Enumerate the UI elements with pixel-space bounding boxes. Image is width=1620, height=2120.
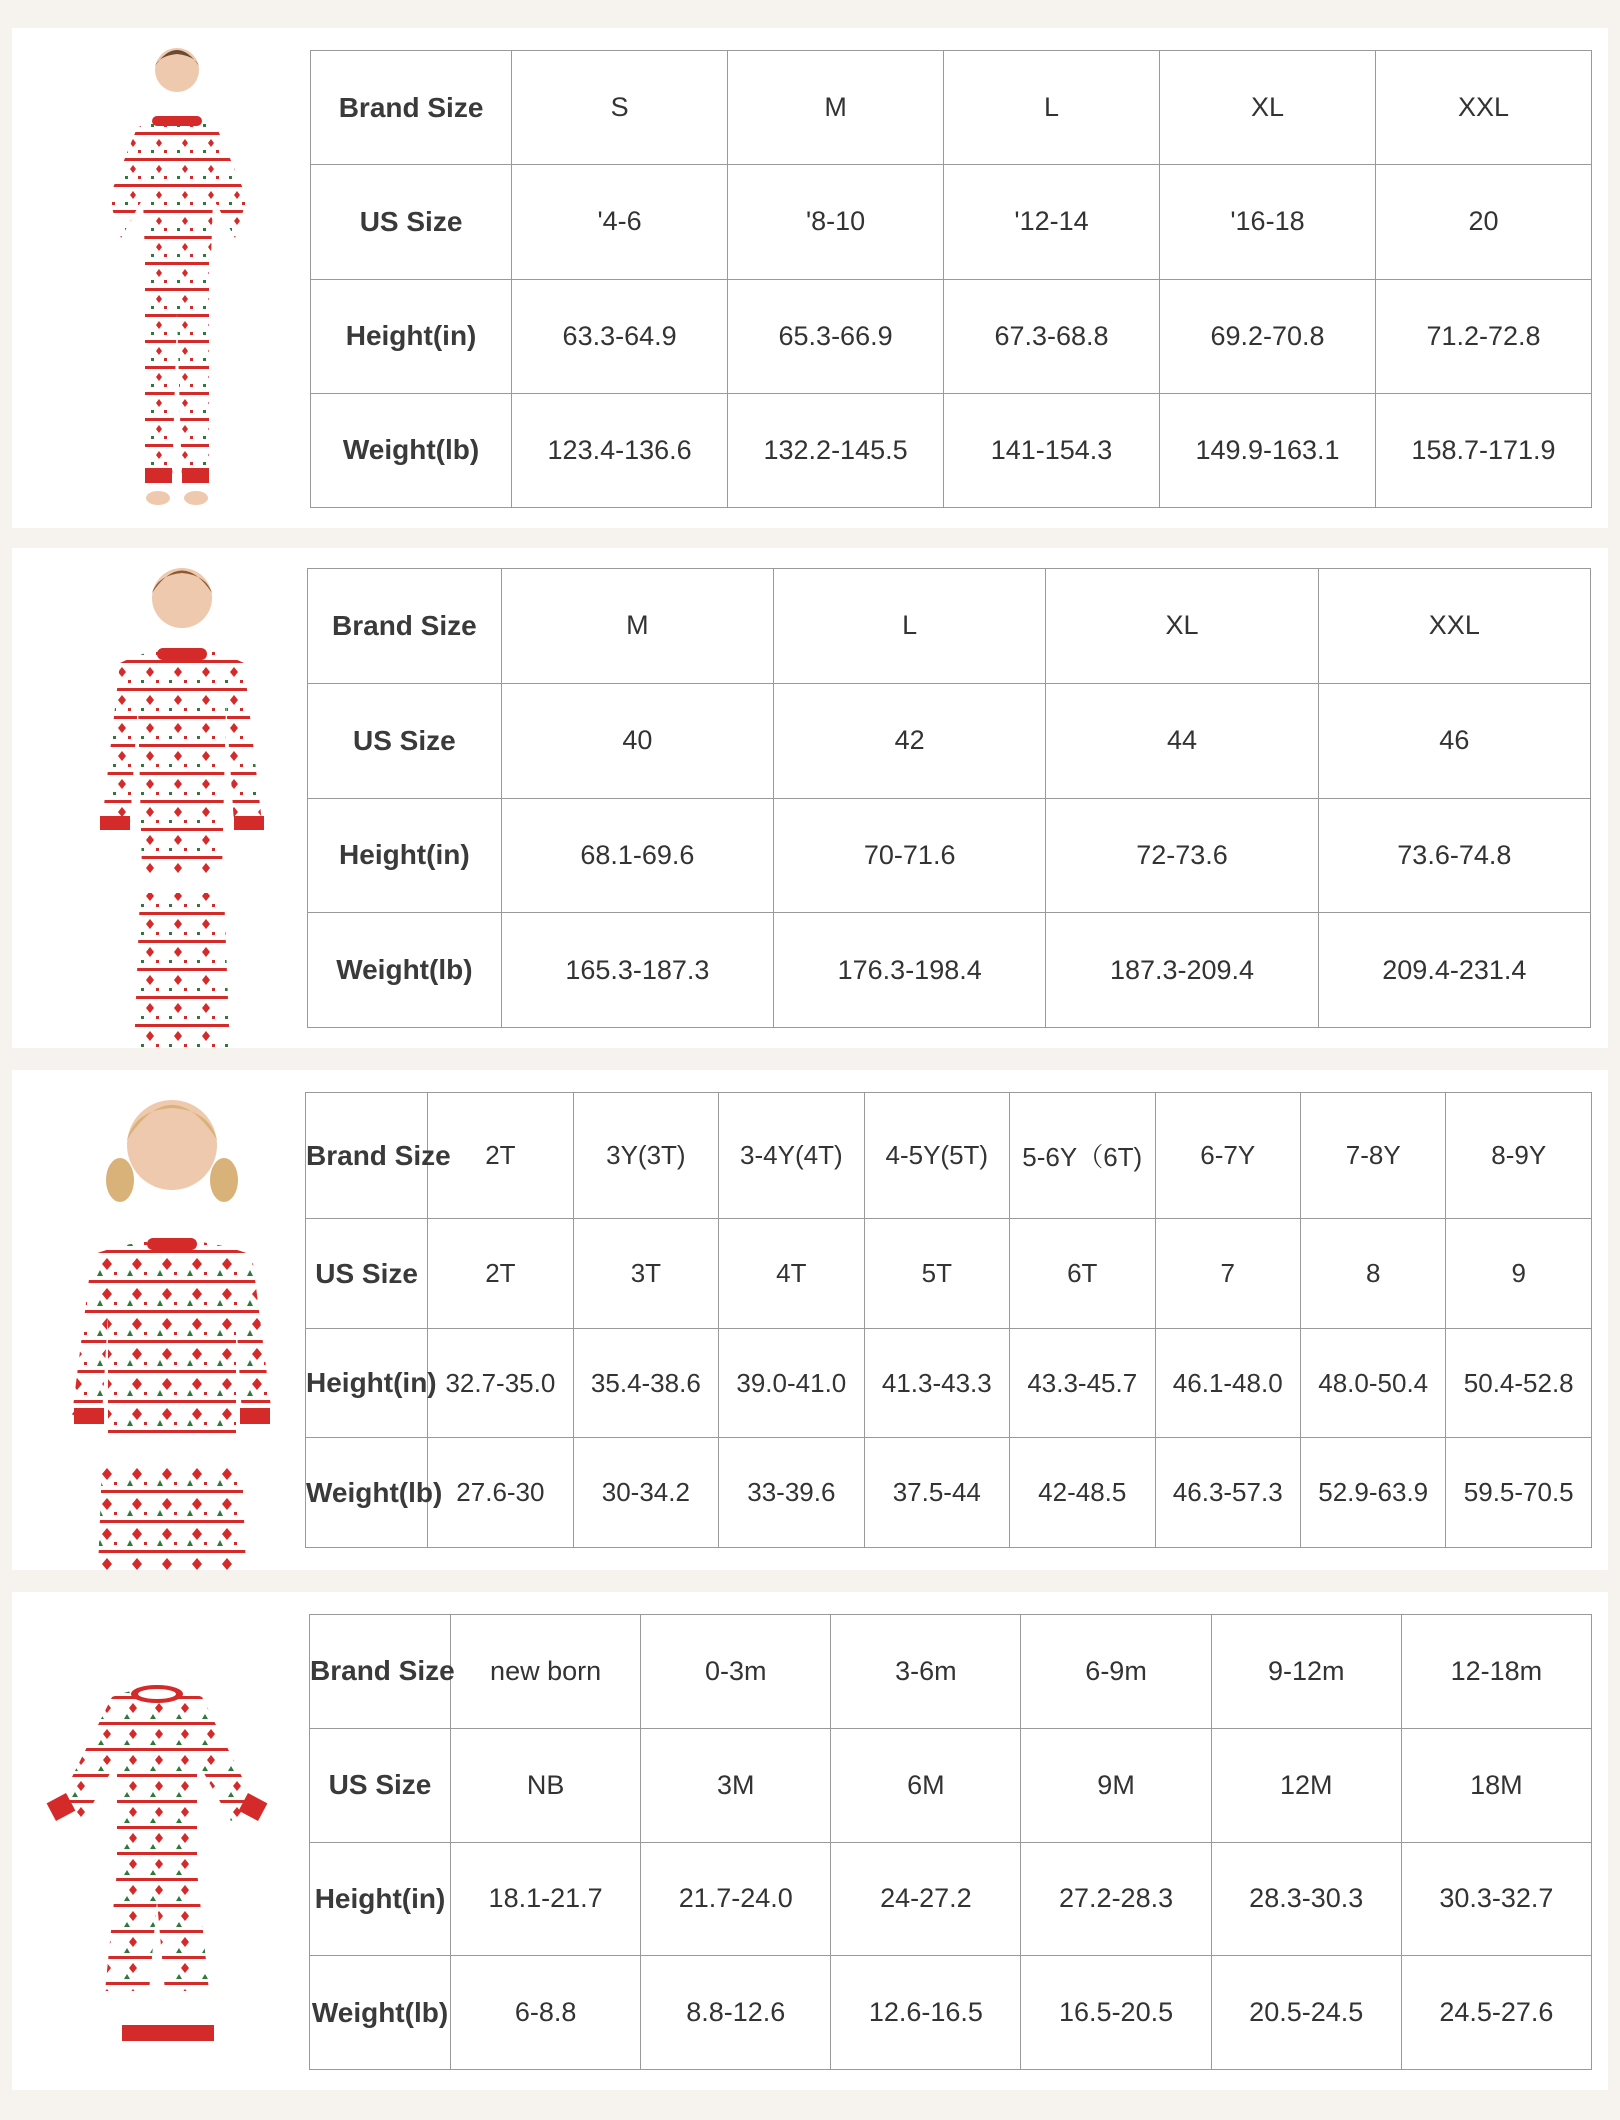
size-cell: 4-5Y(5T) [864, 1093, 1009, 1219]
size-row [306, 1219, 1592, 1329]
size-chart-baby [309, 1614, 1592, 2070]
size-cell: 18.1-21.7 [451, 1842, 641, 1956]
size-cell: XXL [1318, 569, 1590, 684]
size-cell: 50.4-52.8 [1446, 1328, 1592, 1438]
size-cell: XL [1046, 569, 1318, 684]
size-cell: 6T [1010, 1219, 1155, 1329]
size-row [310, 1615, 1592, 1729]
woman-model-photo [42, 28, 312, 528]
size-cell: '8-10 [728, 165, 944, 279]
size-chart-women [310, 50, 1592, 508]
size-row [306, 1328, 1592, 1438]
size-cell: 9 [1446, 1219, 1592, 1329]
size-cell: XL [1160, 51, 1376, 165]
size-row [311, 279, 1592, 393]
man-model-photo [52, 548, 312, 1048]
size-cell: 24.5-27.6 [1401, 1956, 1591, 2070]
size-cell: 46.1-48.0 [1155, 1328, 1300, 1438]
size-row [308, 569, 1591, 684]
size-cell: 9M [1021, 1728, 1211, 1842]
size-cell: 9-12m [1211, 1615, 1401, 1729]
size-cell: 48.0-50.4 [1300, 1328, 1445, 1438]
size-cell: NB [451, 1728, 641, 1842]
row-header: Height(in) [308, 798, 502, 913]
size-cell: M [728, 51, 944, 165]
size-cell: 72-73.6 [1046, 798, 1318, 913]
size-cell: 3Y(3T) [573, 1093, 718, 1219]
size-cell: 2T [428, 1093, 573, 1219]
row-header: US Size [308, 683, 502, 798]
row-header: Weight(lb) [311, 393, 512, 507]
size-cell: L [944, 51, 1160, 165]
size-cell: S [512, 51, 728, 165]
size-cell: 69.2-70.8 [1160, 279, 1376, 393]
size-cell: 123.4-136.6 [512, 393, 728, 507]
size-cell: 18M [1401, 1728, 1591, 1842]
size-cell: 7 [1155, 1219, 1300, 1329]
size-cell: 0-3m [641, 1615, 831, 1729]
size-cell: 73.6-74.8 [1318, 798, 1590, 913]
size-cell: M [501, 569, 773, 684]
size-chart-men [307, 568, 1591, 1028]
size-row [310, 1842, 1592, 1956]
size-cell: 42-48.5 [1010, 1438, 1155, 1548]
size-cell: 12.6-16.5 [831, 1956, 1021, 2070]
row-header: US Size [311, 165, 512, 279]
size-cell: 32.7-35.0 [428, 1328, 573, 1438]
size-cell: '4-6 [512, 165, 728, 279]
size-cell: 63.3-64.9 [512, 279, 728, 393]
size-cell: 6-9m [1021, 1615, 1211, 1729]
row-header: Weight(lb) [308, 913, 502, 1028]
size-cell: 59.5-70.5 [1446, 1438, 1592, 1548]
size-cell: L [774, 569, 1046, 684]
size-cell: 6-7Y [1155, 1093, 1300, 1219]
size-cell: 20 [1375, 165, 1591, 279]
size-cell: 33-39.6 [719, 1438, 864, 1548]
size-cell: 27.2-28.3 [1021, 1842, 1211, 1956]
size-cell: 6M [831, 1728, 1021, 1842]
size-cell: 3-6m [831, 1615, 1021, 1729]
size-cell: 65.3-66.9 [728, 279, 944, 393]
baby-romper-photo [42, 1592, 272, 2090]
size-row [310, 1728, 1592, 1842]
size-row [308, 798, 1591, 913]
size-cell: 132.2-145.5 [728, 393, 944, 507]
size-row [310, 1956, 1592, 2070]
size-cell: 5-6Y（6T) [1010, 1093, 1155, 1219]
size-cell: 3-4Y(4T) [719, 1093, 864, 1219]
row-header: Weight(lb) [306, 1438, 428, 1548]
size-cell: 8.8-12.6 [641, 1956, 831, 2070]
size-cell: 42 [774, 683, 1046, 798]
size-section-men [12, 548, 1608, 1048]
size-cell: 6-8.8 [451, 1956, 641, 2070]
row-header: Brand Size [311, 51, 512, 165]
size-cell: 68.1-69.6 [501, 798, 773, 913]
row-header: US Size [306, 1219, 428, 1329]
size-cell: '16-18 [1160, 165, 1376, 279]
size-cell: XXL [1375, 51, 1591, 165]
size-cell: 40 [501, 683, 773, 798]
row-header: Height(in) [306, 1328, 428, 1438]
size-cell: 46.3-57.3 [1155, 1438, 1300, 1548]
size-cell: 39.0-41.0 [719, 1328, 864, 1438]
size-cell: 12-18m [1401, 1615, 1591, 1729]
size-cell: 24-27.2 [831, 1842, 1021, 1956]
size-cell: 165.3-187.3 [501, 913, 773, 1028]
size-cell: 4T [719, 1219, 864, 1329]
size-cell: 37.5-44 [864, 1438, 1009, 1548]
size-cell: 158.7-171.9 [1375, 393, 1591, 507]
size-cell: 209.4-231.4 [1318, 913, 1590, 1028]
size-cell: 43.3-45.7 [1010, 1328, 1155, 1438]
size-cell: 41.3-43.3 [864, 1328, 1009, 1438]
row-header: Weight(lb) [310, 1956, 451, 2070]
size-section-baby [12, 1592, 1608, 2090]
size-cell: 30.3-32.7 [1401, 1842, 1591, 1956]
size-cell: 3T [573, 1219, 718, 1329]
size-row [306, 1438, 1592, 1548]
size-cell: 71.2-72.8 [1375, 279, 1591, 393]
size-cell: 20.5-24.5 [1211, 1956, 1401, 2070]
size-cell: 149.9-163.1 [1160, 393, 1376, 507]
size-row [306, 1093, 1592, 1219]
row-header: Brand Size [308, 569, 502, 684]
size-row [311, 51, 1592, 165]
size-cell: 44 [1046, 683, 1318, 798]
size-cell: 27.6-30 [428, 1438, 573, 1548]
size-chart-kids [305, 1092, 1592, 1548]
size-row [311, 165, 1592, 279]
size-cell: 67.3-68.8 [944, 279, 1160, 393]
size-cell: 46 [1318, 683, 1590, 798]
size-cell: 8 [1300, 1219, 1445, 1329]
size-cell: 35.4-38.6 [573, 1328, 718, 1438]
size-cell: 5T [864, 1219, 1009, 1329]
size-cell: 8-9Y [1446, 1093, 1592, 1219]
row-header: Height(in) [310, 1842, 451, 1956]
size-row [308, 913, 1591, 1028]
size-cell: 187.3-209.4 [1046, 913, 1318, 1028]
size-cell: 176.3-198.4 [774, 913, 1046, 1028]
size-cell: 16.5-20.5 [1021, 1956, 1211, 2070]
size-row [308, 683, 1591, 798]
row-header: US Size [310, 1728, 451, 1842]
size-cell: 21.7-24.0 [641, 1842, 831, 1956]
size-cell: 70-71.6 [774, 798, 1046, 913]
size-cell: '12-14 [944, 165, 1160, 279]
size-cell: 28.3-30.3 [1211, 1842, 1401, 1956]
size-section-women [12, 28, 1608, 528]
size-cell: new born [451, 1615, 641, 1729]
size-cell: 2T [428, 1219, 573, 1329]
size-cell: 141-154.3 [944, 393, 1160, 507]
kid-model-photo [62, 1070, 282, 1570]
size-cell: 3M [641, 1728, 831, 1842]
row-header: Brand Size [310, 1615, 451, 1729]
size-cell: 12M [1211, 1728, 1401, 1842]
size-cell: 30-34.2 [573, 1438, 718, 1548]
size-cell: 52.9-63.9 [1300, 1438, 1445, 1548]
row-header: Brand Size [306, 1093, 428, 1219]
row-header: Height(in) [311, 279, 512, 393]
size-row [311, 393, 1592, 507]
size-section-kids [12, 1070, 1608, 1570]
size-cell: 7-8Y [1300, 1093, 1445, 1219]
